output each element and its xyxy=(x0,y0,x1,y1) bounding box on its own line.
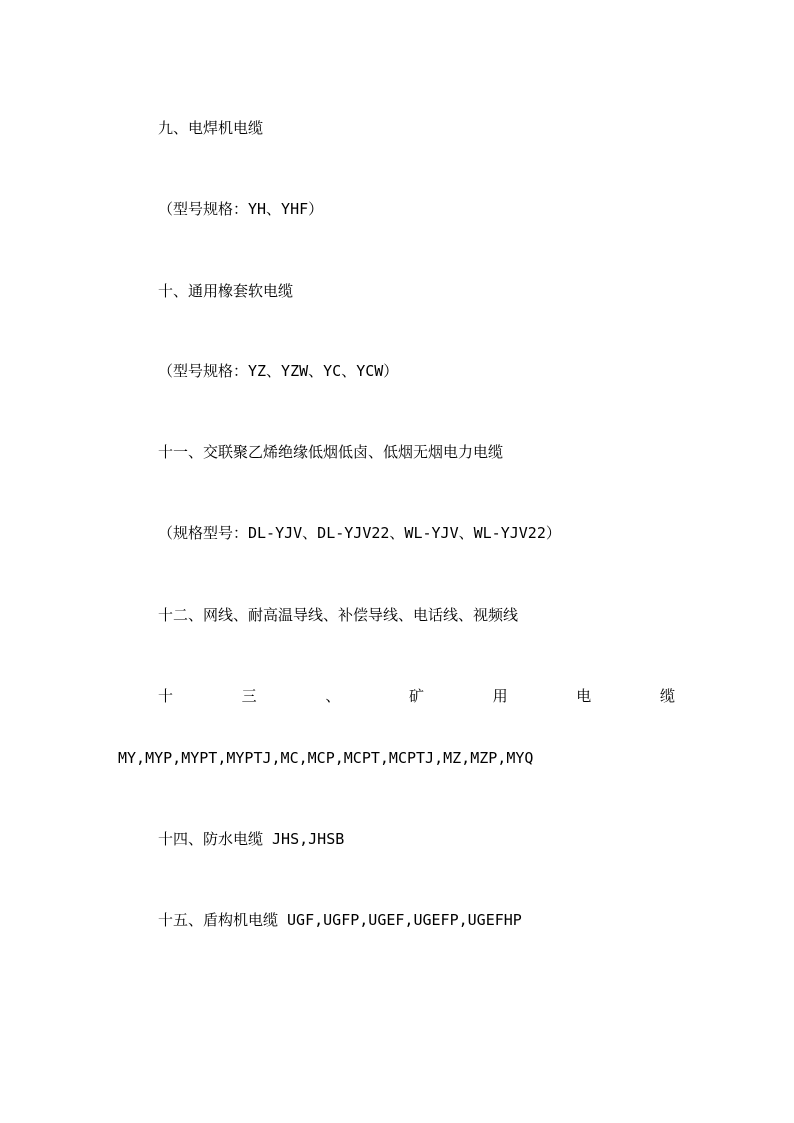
heading-13-char: 矿 xyxy=(408,687,424,705)
heading-13-char: 、 xyxy=(325,687,341,705)
spec-item-9: （型号规格：YH、YHF） xyxy=(158,200,324,218)
heading-13-char: 缆 xyxy=(659,687,675,705)
heading-item-10: 十、通用橡套软电缆 xyxy=(158,282,294,300)
spec-item-10: （型号规格：YZ、YZW、YC、YCW） xyxy=(158,362,399,380)
heading-item-11: 十一、交联聚乙烯绝缘低烟低卤、低烟无烟电力电缆 xyxy=(158,443,504,461)
heading-13-char: 十 xyxy=(158,687,174,705)
heading-item-14: 十四、防水电缆 JHS,JHSB xyxy=(158,830,345,848)
heading-item-12: 十二、网线、耐高温导线、补偿导线、电话线、视频线 xyxy=(158,606,519,624)
heading-13-char: 用 xyxy=(492,687,508,705)
heading-item-13 xyxy=(158,686,675,706)
heading-item-9: 九、电焊机电缆 xyxy=(158,119,264,137)
spec-item-11: （规格型号：DL-YJV、DL-YJV22、WL-YJV、WL-YJV22） xyxy=(158,524,561,542)
heading-13-char: 电 xyxy=(576,687,592,705)
heading-item-15: 十五、盾构机电缆 UGF,UGFP,UGEF,UGEFP,UGEFHP xyxy=(158,911,522,929)
mining-cable-models: MY,MYP,MYPT,MYPTJ,MC,MCP,MCPT,MCPTJ,MZ,MZP,MYQ xyxy=(118,749,534,767)
heading-13-char: 三 xyxy=(241,687,257,705)
